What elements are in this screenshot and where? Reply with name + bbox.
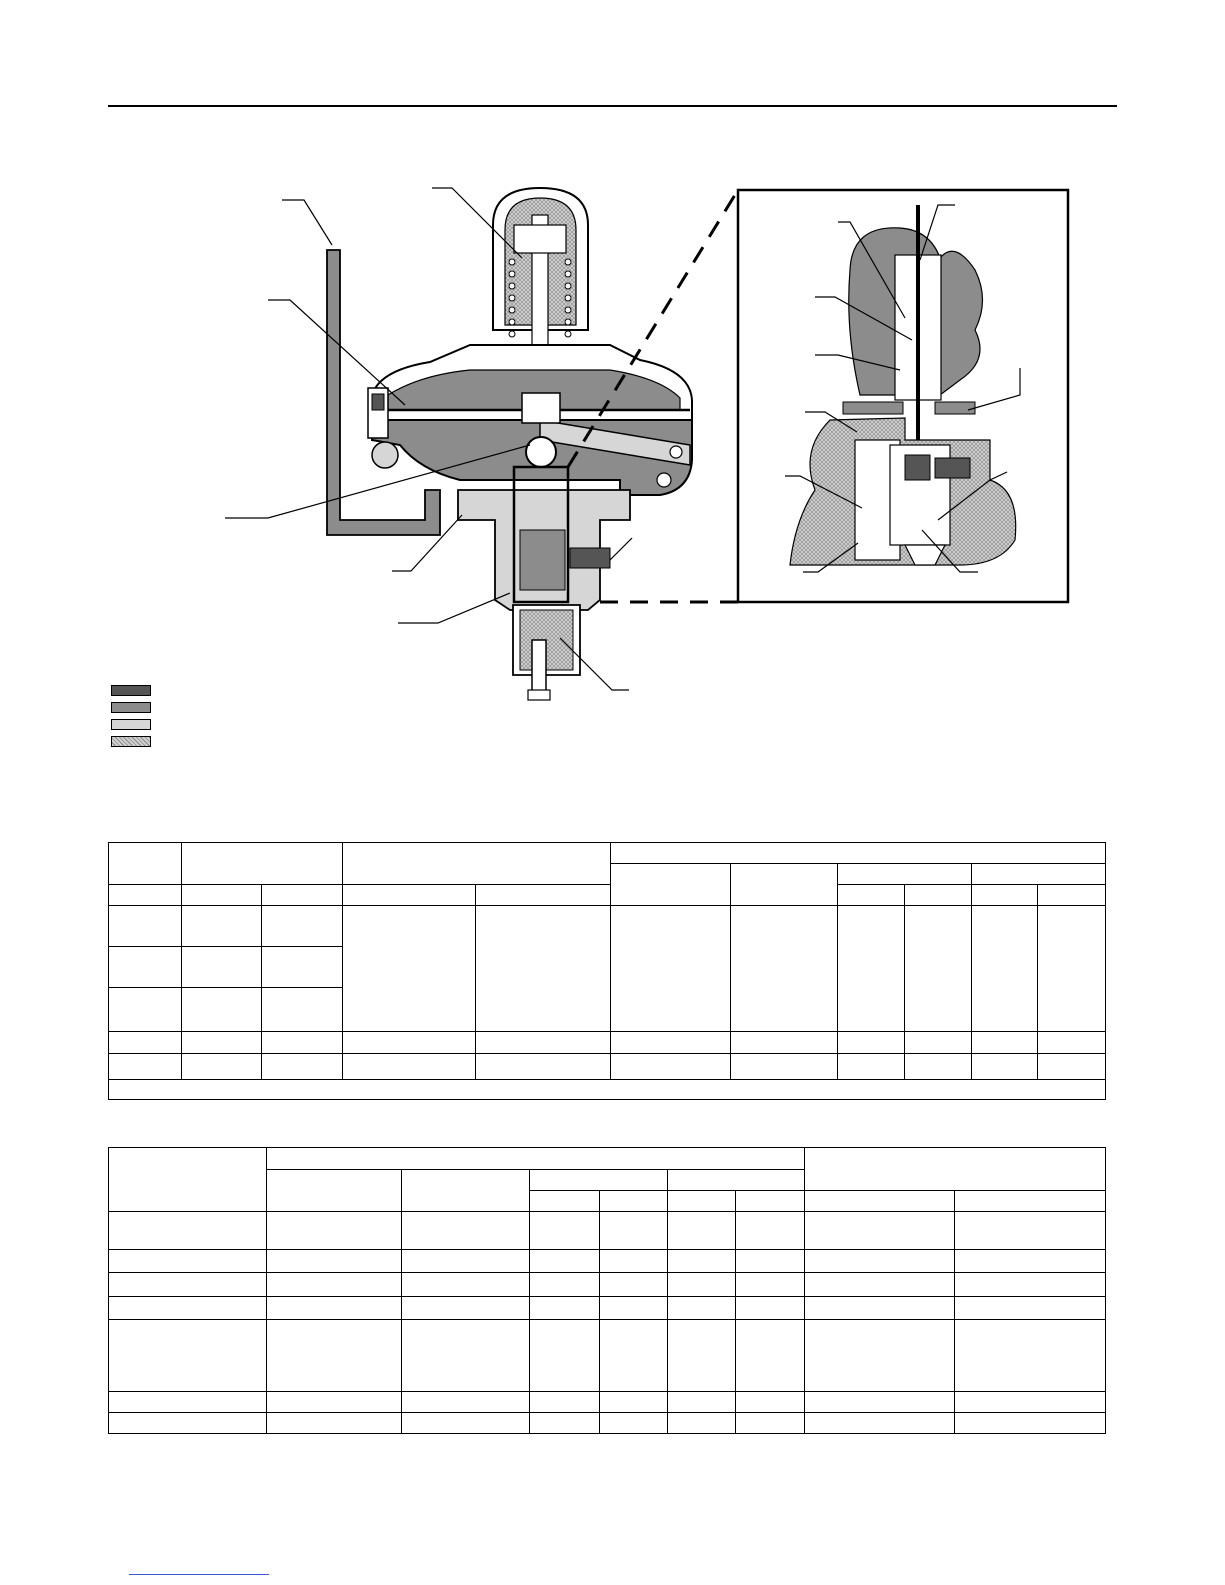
t2-cell — [955, 1392, 1106, 1413]
t1-header-cell — [343, 885, 476, 906]
t2-header-cell — [530, 1191, 600, 1212]
t1-cell — [109, 988, 182, 1032]
t2-header-cell — [955, 1191, 1106, 1212]
enlarged-detail-view — [738, 190, 1068, 602]
t2-cell — [267, 1212, 402, 1250]
t2-cell — [600, 1392, 668, 1413]
t2-cell — [668, 1273, 736, 1297]
t2-cell — [267, 1297, 402, 1320]
t2-cell — [668, 1250, 736, 1273]
t1-header-cell — [109, 885, 182, 906]
t2-cell — [955, 1273, 1106, 1297]
t1-header-cell — [182, 885, 262, 906]
t1-header-cell — [109, 843, 182, 885]
t1-cell — [182, 1054, 262, 1080]
t2-cell — [530, 1212, 600, 1250]
legend-swatch-hatched — [111, 736, 151, 747]
t1-cell — [838, 1054, 905, 1080]
t2-cell — [668, 1212, 736, 1250]
t1-header-cell — [611, 864, 731, 906]
t2-cell — [402, 1413, 530, 1434]
t1-cell — [905, 1054, 972, 1080]
t1-cell — [838, 1032, 905, 1054]
t2-cell — [267, 1273, 402, 1297]
t2-cell — [668, 1320, 736, 1392]
t1-cell — [343, 1054, 476, 1080]
t2-cell — [600, 1250, 668, 1273]
t2-header-cell — [736, 1191, 805, 1212]
t2-header-cell — [668, 1191, 736, 1212]
t2-cell — [109, 1250, 267, 1273]
t1-cell — [262, 988, 343, 1032]
t1-header-cell — [476, 885, 611, 906]
t1-cell — [1038, 1032, 1106, 1054]
t2-header-cell — [668, 1170, 805, 1191]
t2-cell — [109, 1212, 267, 1250]
t1-cell — [476, 906, 611, 1032]
t2-cell — [402, 1273, 530, 1297]
t2-cell — [955, 1297, 1106, 1320]
t2-cell — [600, 1320, 668, 1392]
t2-cell — [805, 1392, 955, 1413]
t1-cell — [182, 1032, 262, 1054]
t2-cell — [109, 1320, 267, 1392]
t2-cell — [530, 1413, 600, 1434]
t1-cell — [972, 906, 1038, 1032]
t2-cell — [402, 1297, 530, 1320]
t1-cell — [109, 906, 182, 947]
t2-cell — [402, 1212, 530, 1250]
t1-cell — [476, 1054, 611, 1080]
t1-cell — [972, 1054, 1038, 1080]
t1-header-cell — [262, 885, 343, 906]
orifice-ball — [526, 437, 556, 467]
legend-swatch-dark — [111, 685, 151, 696]
t2-cell — [955, 1250, 1106, 1273]
t2-cell — [736, 1413, 805, 1434]
t2-cell — [267, 1250, 402, 1273]
t1-cell — [838, 906, 905, 1032]
t1-cell — [109, 1054, 182, 1080]
t2-header-cell — [267, 1170, 402, 1212]
t2-cell — [109, 1297, 267, 1320]
t2-header-cell — [267, 1148, 805, 1170]
t1-cell — [262, 1054, 343, 1080]
t2-header-cell — [600, 1191, 668, 1212]
t2-cell — [267, 1392, 402, 1413]
t1-header-cell — [838, 864, 972, 885]
t2-cell — [736, 1392, 805, 1413]
t2-cell — [109, 1273, 267, 1297]
t1-cell — [109, 947, 182, 988]
t1-cell — [343, 1032, 476, 1054]
t1-cell — [731, 1054, 838, 1080]
t2-cell — [736, 1212, 805, 1250]
t2-cell — [955, 1320, 1106, 1392]
t2-cell — [600, 1273, 668, 1297]
t1-cell — [182, 947, 262, 988]
t2-header-cell — [805, 1148, 1106, 1191]
t2-cell — [530, 1297, 600, 1320]
t2-cell — [109, 1392, 267, 1413]
t2-cell — [530, 1250, 600, 1273]
t1-cell — [476, 1032, 611, 1054]
t2-cell — [530, 1273, 600, 1297]
t2-cell — [668, 1413, 736, 1434]
t2-header-cell — [530, 1170, 668, 1191]
t1-header-cell — [1038, 885, 1106, 906]
t2-cell — [736, 1297, 805, 1320]
t2-header-cell — [805, 1191, 955, 1212]
t2-cell — [402, 1250, 530, 1273]
t1-header-cell — [972, 885, 1038, 906]
t2-cell — [736, 1273, 805, 1297]
t2-cell — [805, 1273, 955, 1297]
t1-header-cell — [611, 843, 1106, 864]
t1-cell — [262, 906, 343, 947]
legend-swatch-medium — [111, 702, 151, 713]
t2-cell — [530, 1320, 600, 1392]
specifications-table-2 — [108, 1147, 1106, 1434]
legend-swatch-light — [111, 719, 151, 730]
t1-cell — [343, 906, 476, 1032]
t2-cell — [109, 1413, 267, 1434]
t1-cell — [182, 988, 262, 1032]
t2-cell — [600, 1212, 668, 1250]
footer-link-underline[interactable] — [129, 1574, 269, 1575]
t2-cell — [600, 1297, 668, 1320]
t2-cell — [267, 1320, 402, 1392]
t1-header-cell — [182, 843, 343, 885]
t2-cell — [736, 1320, 805, 1392]
t2-cell — [955, 1212, 1106, 1250]
t2-cell — [402, 1320, 530, 1392]
t2-cell — [402, 1392, 530, 1413]
t2-cell — [955, 1413, 1106, 1434]
t2-cell — [736, 1250, 805, 1273]
t2-cell — [600, 1413, 668, 1434]
t2-cell — [805, 1297, 955, 1320]
t1-cell — [731, 906, 838, 1032]
t1-footnote-cell — [109, 1080, 1106, 1100]
t2-cell — [805, 1212, 955, 1250]
t1-header-cell — [838, 885, 905, 906]
t1-cell — [905, 906, 972, 1032]
t1-header-cell — [343, 843, 611, 885]
t1-cell — [905, 1032, 972, 1054]
t1-header-cell — [972, 864, 1106, 885]
t2-cell — [805, 1250, 955, 1273]
t2-header-cell — [109, 1148, 267, 1212]
t1-cell — [262, 947, 343, 988]
t2-cell — [668, 1392, 736, 1413]
t1-cell — [731, 1032, 838, 1054]
t2-cell — [530, 1392, 600, 1413]
t1-cell — [262, 1032, 343, 1054]
t2-cell — [668, 1297, 736, 1320]
t1-cell — [972, 1032, 1038, 1054]
t1-cell — [611, 1054, 731, 1080]
t1-cell — [1038, 1054, 1106, 1080]
t2-cell — [805, 1320, 955, 1392]
t2-cell — [267, 1413, 402, 1434]
t1-header-cell — [905, 885, 972, 906]
t2-cell — [805, 1413, 955, 1434]
t1-cell — [1038, 906, 1106, 1032]
specifications-table-1 — [108, 842, 1106, 1100]
t2-header-cell — [402, 1170, 530, 1212]
t1-cell — [109, 1032, 182, 1054]
t1-cell — [611, 1032, 731, 1054]
t1-cell — [611, 906, 731, 1032]
t1-cell — [182, 906, 262, 947]
t1-header-cell — [731, 864, 838, 906]
